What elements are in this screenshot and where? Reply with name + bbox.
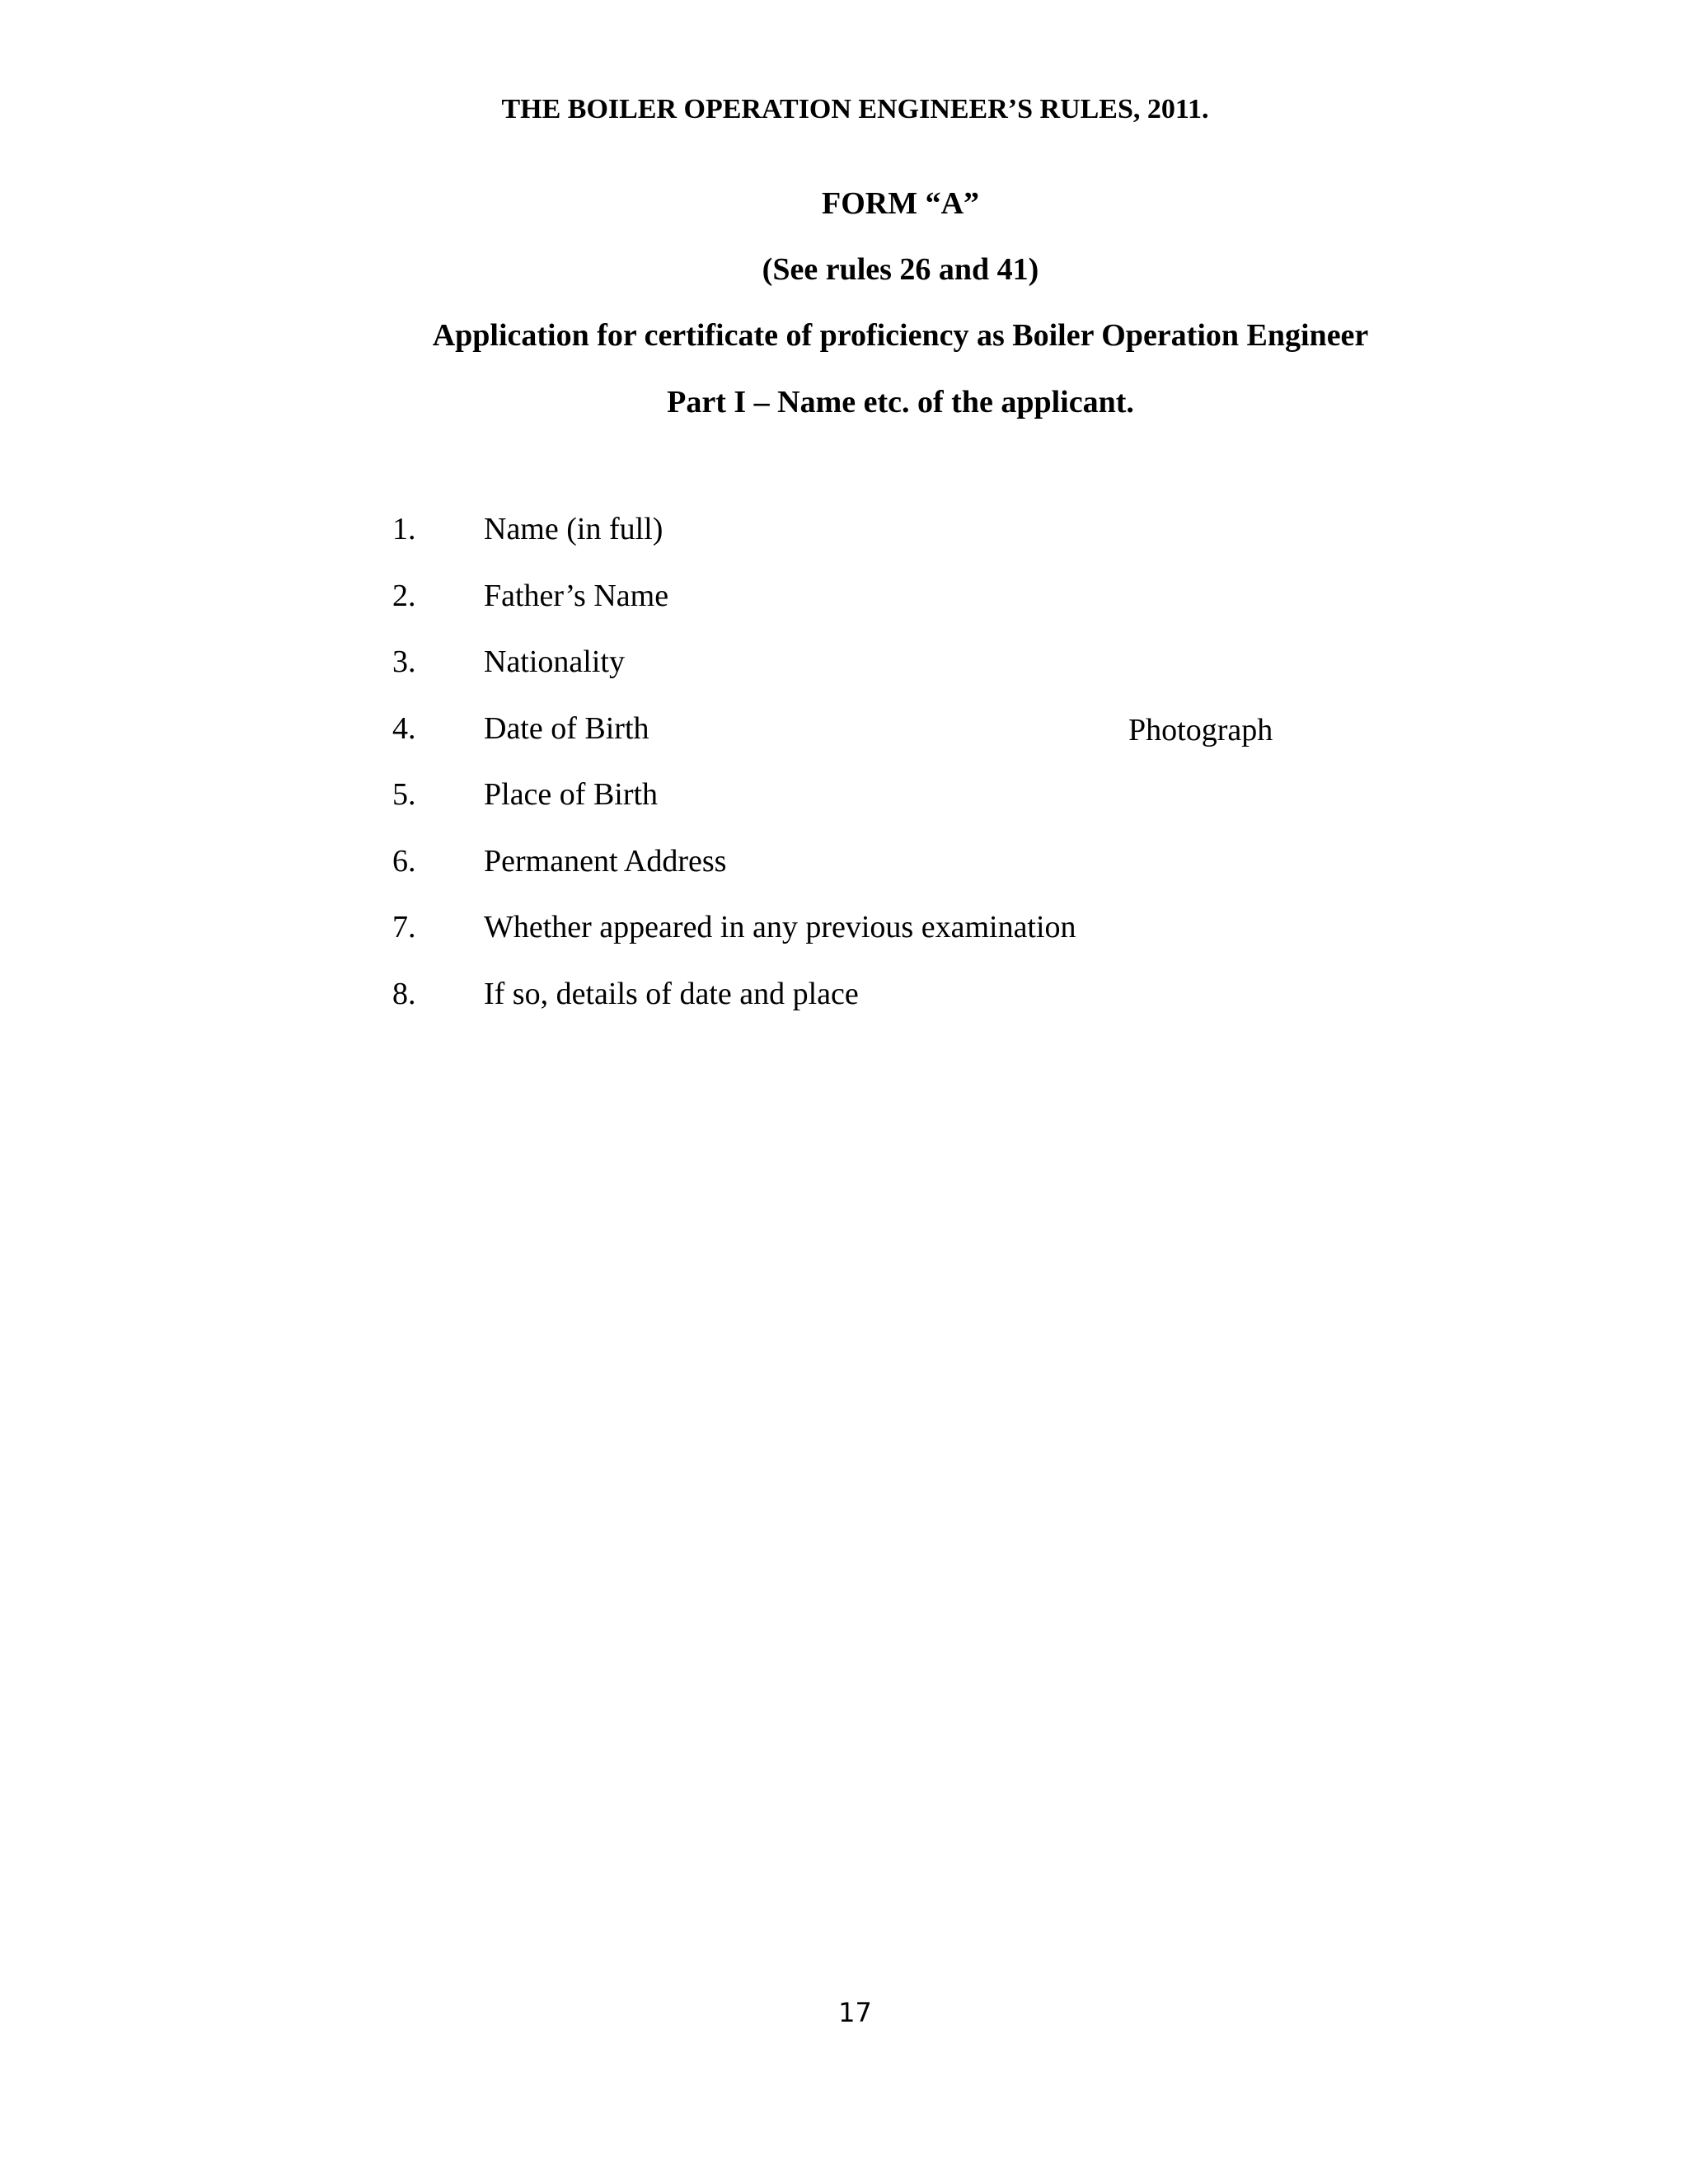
field-number: 4. (392, 710, 416, 746)
field-label-previous-examination: Whether appeared in any previous examination (484, 910, 1076, 944)
field-number: 3. (392, 644, 416, 679)
photograph-label: Photograph (1128, 713, 1273, 748)
field-label-permanent-address: Permanent Address (484, 843, 727, 879)
list-item (0, 843, 1688, 910)
list-item (0, 909, 1688, 976)
form-title: FORM “A” (821, 186, 980, 221)
field-label-examination-details: If so, details of date and place (484, 976, 859, 1011)
field-number: 5. (392, 777, 416, 812)
list-item (0, 644, 1688, 710)
field-label-nationality: Nationality (484, 644, 625, 679)
field-label-date-of-birth: Date of Birth (484, 710, 649, 746)
rules-reference: (See rules 26 and 41) (762, 252, 1039, 287)
applicant-field-list (0, 511, 1688, 1042)
list-item (0, 578, 1688, 644)
list-item (0, 710, 1688, 777)
running-header: THE BOILER OPERATION ENGINEER’S RULES, 2011. (501, 94, 1209, 124)
list-item (0, 776, 1688, 843)
field-number: 8. (392, 976, 416, 1011)
list-item (0, 511, 1688, 578)
field-number: 6. (392, 843, 416, 879)
application-title: Application for certificate of proficiency as Boiler Operation Engineer (432, 318, 1369, 353)
part-title: Part I – Name etc. of the applicant. (667, 385, 1134, 419)
list-item (0, 976, 1688, 1043)
field-label-fathers-name: Father’s Name (484, 578, 669, 613)
field-number: 1. (392, 512, 416, 546)
field-number: 7. (392, 910, 416, 944)
field-number: 2. (392, 578, 416, 613)
page-number: 17 (838, 1997, 872, 2028)
field-label-place-of-birth: Place of Birth (484, 777, 659, 812)
field-label-name: Name (in full) (484, 512, 663, 546)
